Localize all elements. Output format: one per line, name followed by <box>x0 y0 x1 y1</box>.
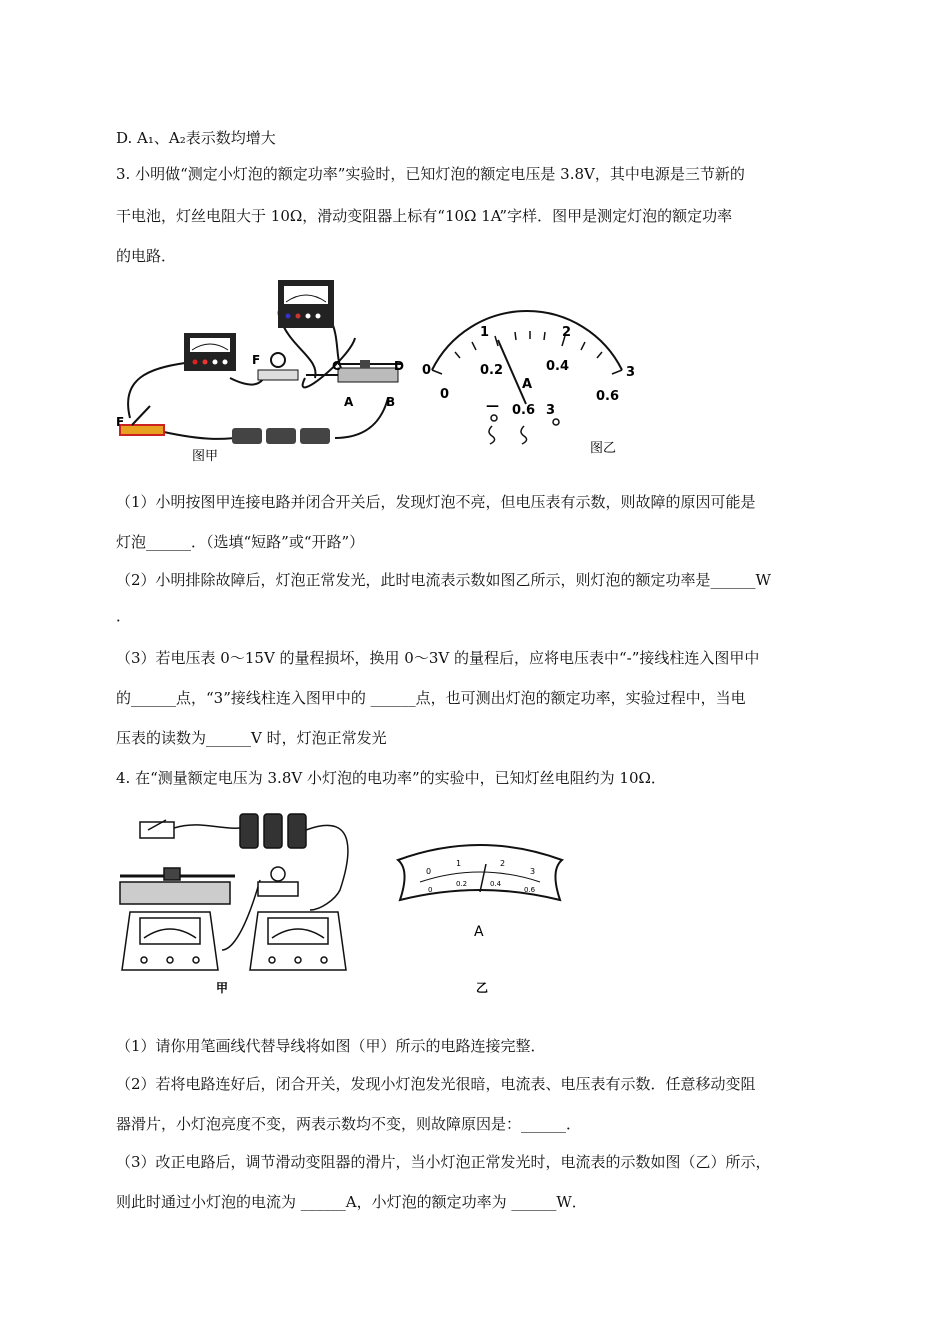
terminal-minus: — <box>486 399 499 414</box>
inner-tick-0-2: 0.2 <box>480 363 504 378</box>
q4-part3-line-b: 则此时通过小灯泡的电流为 ______A，小灯泡的额定功率为 ______W． <box>116 1193 587 1211</box>
caption-jia-2: 甲 <box>216 981 229 995</box>
switch <box>120 406 164 435</box>
inner-tick-0: 0 <box>440 387 450 402</box>
q4-tick-0: 0 <box>426 867 432 876</box>
q4-inner-0-4: 0.4 <box>490 880 502 888</box>
q4-part3-line-a: （3）改正电路后，调节滑动变阻器的滑片，当小灯泡正常发光时，电流表的示数如图（乙）所示， <box>116 1153 771 1171</box>
outer-tick-0: 0 <box>422 363 432 378</box>
ammeter-device <box>184 333 236 371</box>
q4-tick-1: 1 <box>456 859 462 868</box>
q4-tick-3: 3 <box>530 867 536 876</box>
q4-part2-line-a: （2）若将电路连好后，闭合开关，发现小灯泡发光很暗，电流表、电压表有示数．任意移动变阻 <box>116 1075 756 1093</box>
rheostat <box>338 360 402 382</box>
lamp-board <box>258 353 298 380</box>
q4-ammeter-dial <box>398 845 562 995</box>
q3-stem-line-1: 3. 小明做“测定小灯泡的额定功率”实验时，已知灯泡的额定电压是 3.8V，其中电源是三节新的 <box>116 165 745 183</box>
q3-part3-line-c: 压表的读数为______V 时，灯泡正常发光 <box>116 729 387 747</box>
q3-part1-line-b: 灯泡______．（选填“短路”或“开路”） <box>116 533 365 551</box>
outer-tick-2: 2 <box>562 325 572 340</box>
option-d-line: D. A₁、A₂表示数均增大 <box>116 129 276 147</box>
label-d: D <box>394 359 404 373</box>
q3-part2-line-b: ． <box>116 607 132 625</box>
q4-part2-line-b: 器滑片，小灯泡亮度不变，两表示数均不变，则故障原因是：______． <box>116 1115 582 1133</box>
caption-yi-2: 乙 <box>476 981 489 995</box>
q4-inner-0-2: 0.2 <box>456 880 468 888</box>
q3-part1-line-a: （1）小明按图甲连接电路并闭合开关后，发现灯泡不亮，但电压表有示数，则故障的原因可能是 <box>116 493 756 511</box>
q4-tick-2: 2 <box>500 859 506 868</box>
q3-part3-line-b: 的______点，“3”接线柱连入图甲中的 ______点，也可测出灯泡的额定功率，实验过程中，当电 <box>116 689 746 707</box>
q3-figure <box>110 278 670 468</box>
q3-part2-line-a: （2）小明排除故障后，灯泡正常发光，此时电流表示数如图乙所示，则灯泡的额定功率是______W <box>116 571 771 589</box>
q4-circuit-apparatus <box>120 814 348 970</box>
inner-tick-0-4: 0.4 <box>546 359 570 374</box>
terminal-3: 3 <box>546 403 556 418</box>
outer-tick-1: 1 <box>480 325 490 340</box>
caption-jia: 图甲 <box>192 449 219 464</box>
terminal-0-6: 0.6 <box>512 403 536 418</box>
q3-stem-line-2: 干电池，灯丝电阻大于 10Ω，滑动变阻器上标有“10Ω 1A”字样．图甲是测定灯泡的额定功率 <box>116 207 733 225</box>
label-a: A <box>344 395 354 409</box>
battery-pack <box>232 428 330 444</box>
inner-tick-0-6: 0.6 <box>596 389 620 404</box>
q4-part1-line: （1）请你用笔画线代替导线将如图（甲）所示的电路连接完整． <box>116 1037 546 1055</box>
q4-stem-line: 4. 在“测量额定电压为 3.8V 小灯泡的电功率”的实验中，已知灯丝电阻约为 10Ω． <box>116 769 666 787</box>
q4-inner-0: 0 <box>428 886 433 894</box>
q3-stem-line-3: 的电路． <box>116 247 177 265</box>
label-b: B <box>386 395 396 409</box>
meter-unit: A <box>522 377 533 392</box>
voltmeter-device <box>278 280 334 328</box>
label-f-top: F <box>252 353 261 367</box>
caption-yi: 图乙 <box>590 441 617 456</box>
q4-figure <box>110 800 570 1000</box>
ammeter-dial <box>422 311 635 456</box>
q3-part3-line-a: （3）若电压表 0～15V 的量程损坏，换用 0～3V 的量程后，应将电压表中“-”接线柱连入图甲中 <box>116 649 760 667</box>
outer-tick-3: 3 <box>626 365 636 380</box>
q4-inner-0-6: 0.6 <box>524 886 536 894</box>
label-f-left: F <box>116 415 125 429</box>
label-c: C <box>332 359 341 373</box>
q4-meter-unit: A <box>474 924 484 940</box>
